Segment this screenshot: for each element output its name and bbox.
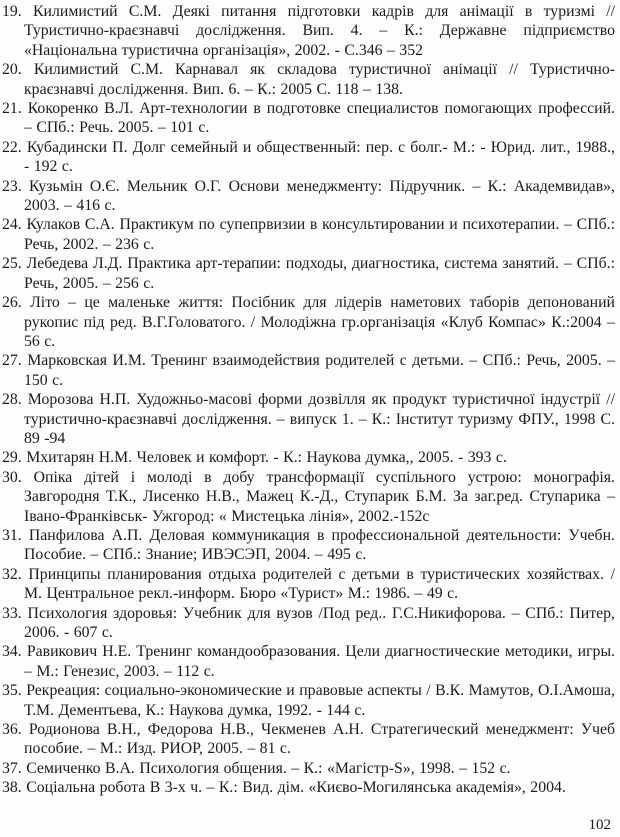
reference-number: 22. (2, 138, 22, 156)
reference-text: Лебедева Л.Д. Практика арт-терапии: подходы, диагностика, система занятий. – СПб.: Речь, 2005. – 256 с. (24, 255, 616, 292)
reference-number: 26. (2, 294, 22, 312)
reference-item (2, 390, 615, 448)
reference-item (2, 2, 615, 60)
reference-item (2, 293, 615, 351)
reference-item (2, 526, 615, 565)
reference-text: Равикович Н.Е. Тренинг командообразования. Цели диагностические методики, игры. – М.: Генезис, 2003. – 112 с. (24, 643, 616, 680)
reference-number: 19. (2, 3, 22, 20)
reference-text: Марковская И.М. Тренинг взаимодействия родителей с детьми. – СПб.: Речь, 2005. – 150 с. (24, 352, 616, 389)
reference-item (2, 604, 615, 643)
reference-number: 24. (2, 216, 22, 234)
reference-number: 30. (2, 468, 22, 486)
reference-item (2, 720, 615, 759)
reference-text: Килимистий С.М. Карнавал як складова туристичної анімації // Туристично-краєзнавчі дослідження. Вип. 6. – К.: 2005 С. 118 – 138. (24, 61, 615, 98)
reference-text: Літо – це маленьке життя: Посібник для лідерів наметових таборів депонований рукопис під ред. В.Г.Головатого. / Молодіжна гр.організація «Клуб Компас» К.:2004 – 56 с. (24, 294, 616, 350)
reference-text: Семиченко В.А. Психология общения. – К.: «Магістр-S», 1998. – 152 с. (26, 759, 511, 777)
reference-text: Кокоренко В.Л. Арт-технологии в подготовке специалистов помогающих профессий. – СПб.: Речь. 2005. – 101 с. (24, 100, 616, 137)
reference-number: 28. (2, 391, 22, 409)
reference-item (2, 177, 615, 216)
reference-text: Мхитарян Н.М. Человек и комфорт. - К.: Наукова думка,, 2005. - 393 с. (26, 449, 507, 467)
reference-number: 27. (2, 352, 22, 370)
reference-list (2, 2, 615, 798)
reference-text: Панфилова А.П. Деловая коммуникация в профессиональной деятельности: Учебн. Пособие. – СПб.: Знание; ИВЭСЭП, 2004. – 495 с. (24, 526, 615, 564)
reference-number: 35. (2, 682, 22, 700)
reference-number: 21. (2, 100, 22, 118)
reference-item (2, 99, 615, 138)
reference-text: Принципы планирования отдыха родителей с детьми в туристических хозяйствах. / М. Центральное рекл.-информ. Бюро «Турист» М.: 1986. – 49 с. (24, 565, 615, 603)
reference-number: 38. (2, 779, 22, 797)
reference-item (2, 759, 615, 778)
reference-number: 31. (2, 526, 22, 544)
reference-number: 36. (2, 721, 22, 739)
reference-item (2, 642, 615, 681)
reference-number: 33. (2, 604, 22, 622)
reference-number: 25. (2, 255, 22, 273)
reference-text: Родионова В.Н., Федорова Н.В., Чекменев А.Н. Стратегический менеджмент: Учеб пособие. – М.: Изд. РИОР, 2005. – 81 с. (24, 721, 615, 758)
reference-item (2, 565, 615, 604)
reference-number: 23. (2, 177, 22, 195)
reference-item (2, 681, 615, 720)
page-number: 102 (588, 817, 611, 833)
reference-number: 29. (2, 449, 22, 467)
reference-item (2, 448, 615, 467)
reference-text: Морозова Н.П. Художньо-масові форми дозвілля як продукт туристичної індустрії // туристично-краєзнавчі дослідження. – випуск 1. – К.: Інститут туризму ФПУ., 1998 С. 89 -94 (24, 391, 616, 447)
reference-text: Килимистий С.М. Деякі питання підготовки кадрів для анімації в туризмі // Туристично-краєзнавчі дослідження. Вип. 4. – К.: Державне підприємство «Національна туристична організація», 2002. - С.346 – 352 (24, 3, 615, 59)
reference-text: Психология здоровья: Учебник для вузов /Под ред.. Г.С.Никифорова. – СПб.: Питер, 2006. - 607 с. (24, 604, 616, 641)
reference-text: Рекреация: социально-экономические и правовые аспекты / В.К. Мамутов, О.І.Амоша, Т.М. Дементьева, К.: Наукова думка, 1992. - 144 с. (24, 682, 616, 719)
reference-item (2, 351, 615, 390)
reference-item (2, 778, 615, 797)
reference-number: 37. (2, 759, 22, 777)
reference-text: Кулаков С.А. Практикум по супепрвизии в консультировании и психотерапии. – СПб.: Речь, 2002. – 236 с. (24, 216, 615, 253)
reference-text: Опіка дітей і молоді в добу трансформації суспільного устрою: монографія. Завгородня Т.К., Лисенко Н.В., Мажец К.-Д., Ступарик Б.М. За заг.ред. Ступарика – Івано-Франківськ- Ужгород: « Мистецька лінія», 2002.-152с (24, 468, 615, 525)
reference-number: 20. (2, 61, 22, 79)
reference-item (2, 60, 615, 99)
reference-item (2, 254, 615, 293)
reference-text: Соціальна робота В 3-х ч. – К.: Вид. дім. «Києво-Могилянська академія», 2004. (26, 779, 566, 797)
reference-item (2, 138, 615, 177)
reference-text: Кубадински П. Долг семейный и общественный: пер. с болг.- М.: - Юрид. лит., 1988., - 192 с. (24, 138, 616, 176)
reference-number: 34. (2, 643, 22, 661)
reference-item (2, 215, 615, 254)
reference-number: 32. (2, 565, 22, 583)
reference-item (2, 468, 615, 526)
reference-text: Кузьмін О.Є. Мельник О.Г. Основи менеджменту: Підручник. – К.: Академвидав», 2003. – 416 с. (24, 177, 616, 215)
